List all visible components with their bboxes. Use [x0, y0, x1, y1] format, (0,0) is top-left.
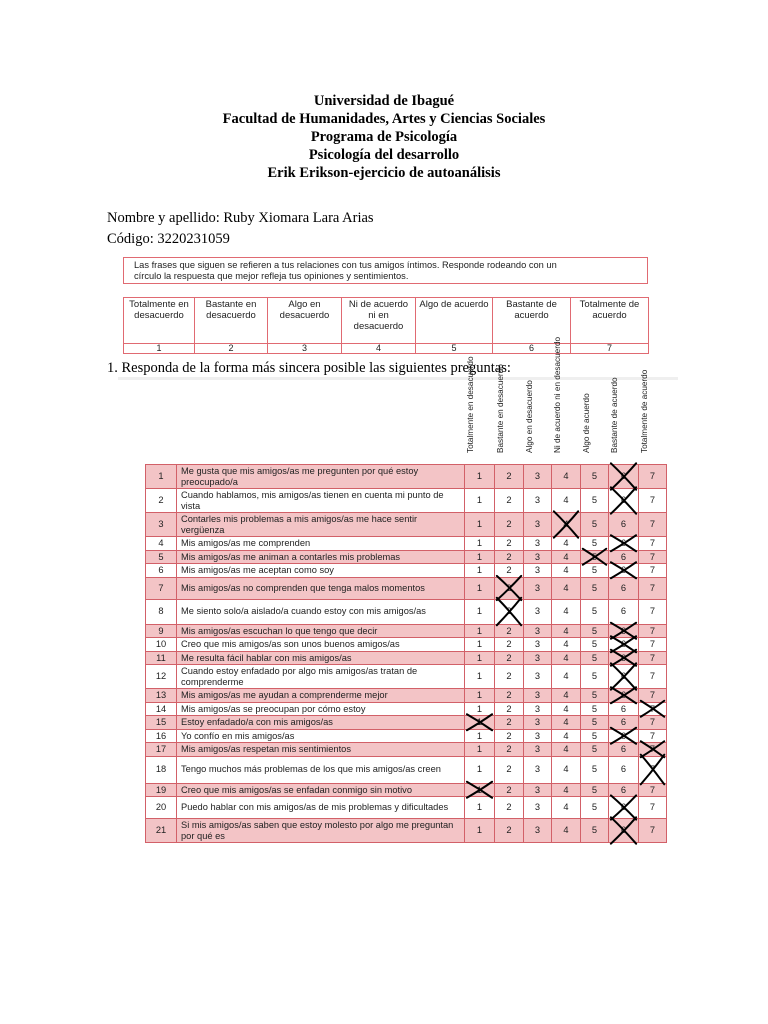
option-4[interactable]: 4 [552, 513, 581, 537]
option-6[interactable]: 6 [609, 651, 639, 665]
option-1[interactable]: 1 [465, 513, 495, 537]
item-number: 11 [146, 651, 177, 665]
scale-label-5: Algo de acuerdo [416, 298, 493, 344]
option-1[interactable]: 1 [465, 489, 495, 513]
option-6[interactable]: 6 [609, 729, 639, 743]
option-6[interactable]: 6 [609, 702, 639, 716]
survey-row [146, 564, 667, 578]
item-number: 14 [146, 702, 177, 716]
option-6[interactable]: 6 [609, 797, 639, 819]
option-7[interactable]: 7 [639, 665, 667, 689]
survey-row [146, 550, 667, 564]
option-6[interactable]: 6 [609, 550, 639, 564]
option-3[interactable]: 3 [524, 665, 552, 689]
option-4[interactable]: 4 [552, 797, 581, 819]
option-2[interactable]: 2 [495, 599, 524, 624]
survey-row [146, 651, 667, 665]
survey-row [146, 819, 667, 843]
option-4[interactable]: 4 [552, 599, 581, 624]
option-2[interactable]: 2 [495, 465, 524, 489]
survey-row [146, 537, 667, 551]
column-header-label: Bastante en desacuerdo [496, 364, 505, 453]
scale-label-2: Bastante en desacuerdo [195, 298, 268, 344]
item-statement: Mis amigos/as me animan a contarles mis problemas [177, 550, 465, 564]
item-statement: Me siento solo/a aislado/a cuando estoy con mis amigos/as [177, 599, 465, 624]
option-5[interactable]: 5 [581, 651, 609, 665]
option-6[interactable]: 6 [609, 624, 639, 638]
option-3[interactable]: 3 [524, 783, 552, 797]
scale-number-3: 3 [268, 344, 342, 354]
option-3[interactable]: 3 [524, 756, 552, 783]
column-header-6 [598, 377, 622, 462]
scale-number-2: 2 [195, 344, 268, 354]
item-number: 5 [146, 550, 177, 564]
scale-number-5: 5 [416, 344, 493, 354]
option-7[interactable]: 7 [639, 513, 667, 537]
instructions-box [123, 257, 648, 284]
option-5[interactable]: 5 [581, 638, 609, 652]
option-7[interactable]: 7 [639, 564, 667, 578]
column-header-4 [541, 336, 565, 462]
option-1[interactable]: 1 [465, 819, 495, 843]
option-1[interactable]: 1 [465, 577, 495, 599]
option-4[interactable]: 4 [552, 819, 581, 843]
option-4[interactable]: 4 [552, 624, 581, 638]
item-statement: Si mis amigos/as saben que estoy molesto por algo me preguntan por qué es [177, 819, 465, 843]
option-2[interactable]: 2 [495, 702, 524, 716]
option-6[interactable]: 6 [609, 819, 639, 843]
item-number: 7 [146, 577, 177, 599]
survey-row [146, 689, 667, 703]
survey-row [146, 743, 667, 757]
option-1[interactable]: 1 [465, 743, 495, 757]
option-3[interactable]: 3 [524, 599, 552, 624]
option-4[interactable]: 4 [552, 783, 581, 797]
option-2[interactable]: 2 [495, 743, 524, 757]
question-prompt: 1. Responda de la forma más sincera posible las siguientes preguntas: [107, 360, 511, 376]
item-number: 18 [146, 756, 177, 783]
option-4[interactable]: 4 [552, 743, 581, 757]
university-name: Universidad de Ibagué [313, 93, 455, 109]
option-2[interactable]: 2 [495, 729, 524, 743]
option-1[interactable]: 1 [465, 716, 495, 730]
program-name: Programa de Psicología [310, 129, 458, 145]
item-statement: Cuando estoy enfadado por algo mis amigos/as tratan de comprenderme [177, 665, 465, 689]
option-3[interactable]: 3 [524, 624, 552, 638]
option-6[interactable]: 6 [609, 716, 639, 730]
option-5[interactable]: 5 [581, 513, 609, 537]
column-header-3 [513, 380, 537, 462]
option-2[interactable]: 2 [495, 756, 524, 783]
item-number: 8 [146, 599, 177, 624]
option-5[interactable]: 5 [581, 756, 609, 783]
option-3[interactable]: 3 [524, 577, 552, 599]
option-4[interactable]: 4 [552, 665, 581, 689]
option-6[interactable]: 6 [609, 689, 639, 703]
scale-number-1: 1 [124, 344, 195, 354]
option-3[interactable]: 3 [524, 489, 552, 513]
option-7[interactable]: 7 [639, 651, 667, 665]
option-1[interactable]: 1 [465, 702, 495, 716]
survey-row [146, 513, 667, 537]
survey-row [146, 716, 667, 730]
option-3[interactable]: 3 [524, 689, 552, 703]
option-4[interactable]: 4 [552, 537, 581, 551]
column-header-5 [570, 393, 594, 462]
scale-label-3: Algo en desacuerdo [268, 298, 342, 344]
option-1[interactable]: 1 [465, 624, 495, 638]
survey-row [146, 756, 667, 783]
survey-row [146, 599, 667, 624]
scale-number-6: 6 [493, 344, 571, 354]
option-5[interactable]: 5 [581, 550, 609, 564]
survey-row [146, 465, 667, 489]
option-6[interactable]: 6 [609, 564, 639, 578]
option-5[interactable]: 5 [581, 729, 609, 743]
item-number: 19 [146, 783, 177, 797]
option-5[interactable]: 5 [581, 577, 609, 599]
option-2[interactable]: 2 [495, 716, 524, 730]
option-3[interactable]: 3 [524, 702, 552, 716]
item-statement: Mis amigos/as respetan mis sentimientos [177, 743, 465, 757]
option-2[interactable]: 2 [495, 689, 524, 703]
option-4[interactable]: 4 [552, 651, 581, 665]
option-1[interactable]: 1 [465, 665, 495, 689]
option-4[interactable]: 4 [552, 577, 581, 599]
option-4[interactable]: 4 [552, 564, 581, 578]
option-5[interactable]: 5 [581, 599, 609, 624]
response-scale-table [123, 297, 649, 354]
option-7[interactable]: 7 [639, 716, 667, 730]
option-7[interactable]: 7 [639, 638, 667, 652]
item-statement: Mis amigos/as escuchan lo que tengo que decir [177, 624, 465, 638]
survey-row [146, 577, 667, 599]
assignment-title: Erik Erikson-ejercicio de autoanálisis [267, 165, 501, 181]
item-number: 6 [146, 564, 177, 578]
option-7[interactable]: 7 [639, 797, 667, 819]
item-number: 12 [146, 665, 177, 689]
option-1[interactable]: 1 [465, 783, 495, 797]
option-4[interactable]: 4 [552, 550, 581, 564]
scale-label-1: Totalmente en desacuerdo [124, 298, 195, 344]
survey-row [146, 638, 667, 652]
column-header-label: Algo de acuerdo [582, 393, 591, 453]
option-6[interactable]: 6 [609, 577, 639, 599]
option-6[interactable]: 6 [609, 743, 639, 757]
survey-row [146, 783, 667, 797]
item-statement: Puedo hablar con mis amigos/as de mis problemas y dificultades [177, 797, 465, 819]
option-1[interactable]: 1 [465, 550, 495, 564]
option-3[interactable]: 3 [524, 638, 552, 652]
column-header-label: Totalmente de acuerdo [640, 369, 649, 453]
option-7[interactable]: 7 [639, 489, 667, 513]
item-statement: Mis amigos/as me aceptan como soy [177, 564, 465, 578]
survey-row [146, 702, 667, 716]
option-7[interactable]: 7 [639, 577, 667, 599]
item-number: 1 [146, 465, 177, 489]
option-4[interactable]: 4 [552, 638, 581, 652]
student-code-line: Código: 3220231059 [107, 231, 230, 247]
option-7[interactable]: 7 [639, 743, 667, 757]
option-6[interactable]: 6 [609, 513, 639, 537]
option-6[interactable]: 6 [609, 638, 639, 652]
option-3[interactable]: 3 [524, 651, 552, 665]
option-2[interactable]: 2 [495, 783, 524, 797]
survey-row [146, 797, 667, 819]
option-7[interactable]: 7 [639, 819, 667, 843]
column-header-2 [484, 364, 508, 462]
item-statement: Mis amigos/as se preocupan por cómo estoy [177, 702, 465, 716]
option-2[interactable]: 2 [495, 537, 524, 551]
option-7[interactable]: 7 [639, 624, 667, 638]
item-statement: Mis amigos/as me ayudan a comprenderme mejor [177, 689, 465, 703]
option-1[interactable]: 1 [465, 729, 495, 743]
option-3[interactable]: 3 [524, 716, 552, 730]
faculty-name: Facultad de Humanidades, Artes y Ciencias Sociales [222, 111, 546, 127]
item-statement: Cuando hablamos, mis amigos/as tienen en cuenta mi punto de vista [177, 489, 465, 513]
option-2[interactable]: 2 [495, 665, 524, 689]
item-statement: Tengo muchos más problemas de los que mis amigos/as creen [177, 756, 465, 783]
item-statement: Creo que mis amigos/as se enfadan conmigo sin motivo [177, 783, 465, 797]
option-1[interactable]: 1 [465, 599, 495, 624]
option-2[interactable]: 2 [495, 797, 524, 819]
option-3[interactable]: 3 [524, 743, 552, 757]
option-7[interactable]: 7 [639, 783, 667, 797]
option-5[interactable]: 5 [581, 465, 609, 489]
item-statement: Yo confío en mis amigos/as [177, 729, 465, 743]
option-5[interactable]: 5 [581, 689, 609, 703]
scale-label-4: Ni de acuerdo ni en desacuerdo [342, 298, 416, 344]
option-6[interactable]: 6 [609, 665, 639, 689]
option-4[interactable]: 4 [552, 729, 581, 743]
page-divider [118, 377, 678, 380]
option-3[interactable]: 3 [524, 465, 552, 489]
item-statement: Creo que mis amigos/as son unos buenos amigos/as [177, 638, 465, 652]
option-6[interactable]: 6 [609, 465, 639, 489]
option-2[interactable]: 2 [495, 550, 524, 564]
course-name: Psicología del desarrollo [308, 147, 460, 163]
survey-table [145, 464, 667, 843]
option-7[interactable]: 7 [639, 689, 667, 703]
option-6[interactable]: 6 [609, 489, 639, 513]
option-3[interactable]: 3 [524, 550, 552, 564]
option-6[interactable]: 6 [609, 756, 639, 783]
item-number: 16 [146, 729, 177, 743]
option-3[interactable]: 3 [524, 729, 552, 743]
option-6[interactable]: 6 [609, 599, 639, 624]
option-2[interactable]: 2 [495, 624, 524, 638]
option-5[interactable]: 5 [581, 489, 609, 513]
item-number: 17 [146, 743, 177, 757]
option-2[interactable]: 2 [495, 651, 524, 665]
option-6[interactable]: 6 [609, 783, 639, 797]
item-statement: Mis amigos/as me comprenden [177, 537, 465, 551]
option-2[interactable]: 2 [495, 577, 524, 599]
option-4[interactable]: 4 [552, 689, 581, 703]
option-1[interactable]: 1 [465, 537, 495, 551]
scale-number-7: 7 [571, 344, 649, 354]
document-header [0, 92, 768, 182]
option-4[interactable]: 4 [552, 756, 581, 783]
option-1[interactable]: 1 [465, 797, 495, 819]
option-2[interactable]: 2 [495, 638, 524, 652]
option-1[interactable]: 1 [465, 564, 495, 578]
option-1[interactable]: 1 [465, 465, 495, 489]
option-2[interactable]: 2 [495, 819, 524, 843]
item-statement: Mis amigos/as no comprenden que tenga malos momentos [177, 577, 465, 599]
column-header-7 [628, 369, 652, 462]
option-3[interactable]: 3 [524, 819, 552, 843]
instructions-line-2: círculo la respuesta que mejor refleja tus opiniones y sentimientos. [134, 271, 409, 281]
option-3[interactable]: 3 [524, 513, 552, 537]
item-number: 15 [146, 716, 177, 730]
item-number: 9 [146, 624, 177, 638]
option-5[interactable]: 5 [581, 797, 609, 819]
option-5[interactable]: 5 [581, 624, 609, 638]
option-7[interactable]: 7 [639, 702, 667, 716]
survey-row [146, 489, 667, 513]
option-7[interactable]: 7 [639, 465, 667, 489]
option-5[interactable]: 5 [581, 564, 609, 578]
option-4[interactable]: 4 [552, 489, 581, 513]
survey-row [146, 624, 667, 638]
option-1[interactable]: 1 [465, 651, 495, 665]
option-1[interactable]: 1 [465, 689, 495, 703]
instructions-line-1: Las frases que siguen se refieren a tus relaciones con tus amigos íntimos. Responde rodeando con un [134, 260, 557, 270]
item-number: 10 [146, 638, 177, 652]
option-5[interactable]: 5 [581, 716, 609, 730]
option-6[interactable]: 6 [609, 537, 639, 551]
option-7[interactable]: 7 [639, 599, 667, 624]
column-header-label: Algo en desacuerdo [525, 380, 534, 453]
column-header-label: Ni de acuerdo ni en desacuerdo [553, 336, 562, 453]
option-2[interactable]: 2 [495, 489, 524, 513]
option-5[interactable]: 5 [581, 665, 609, 689]
scale-label-7: Totalmente de acuerdo [571, 298, 649, 344]
item-statement: Me resulta fácil hablar con mis amigos/as [177, 651, 465, 665]
option-7[interactable]: 7 [639, 756, 667, 783]
survey-row [146, 729, 667, 743]
option-4[interactable]: 4 [552, 465, 581, 489]
option-5[interactable]: 5 [581, 537, 609, 551]
option-1[interactable]: 1 [465, 756, 495, 783]
item-number: 4 [146, 537, 177, 551]
item-statement: Contarles mis problemas a mis amigos/as me hace sentir vergüenza [177, 513, 465, 537]
student-name-line: Nombre y apellido: Ruby Xiomara Lara Arias [107, 210, 374, 226]
item-number: 20 [146, 797, 177, 819]
item-statement: Me gusta que mis amigos/as me pregunten por qué estoy preocupado/a [177, 465, 465, 489]
option-7[interactable]: 7 [639, 537, 667, 551]
option-1[interactable]: 1 [465, 638, 495, 652]
option-3[interactable]: 3 [524, 537, 552, 551]
option-7[interactable]: 7 [639, 729, 667, 743]
survey-row [146, 665, 667, 689]
option-2[interactable]: 2 [495, 513, 524, 537]
option-5[interactable]: 5 [581, 743, 609, 757]
item-number: 21 [146, 819, 177, 843]
option-5[interactable]: 5 [581, 783, 609, 797]
option-4[interactable]: 4 [552, 702, 581, 716]
option-3[interactable]: 3 [524, 797, 552, 819]
option-3[interactable]: 3 [524, 564, 552, 578]
item-number: 13 [146, 689, 177, 703]
option-5[interactable]: 5 [581, 702, 609, 716]
item-number: 3 [146, 513, 177, 537]
option-7[interactable]: 7 [639, 550, 667, 564]
column-header-label: Totalmente en desacuerdo [466, 356, 475, 453]
item-number: 2 [146, 489, 177, 513]
option-2[interactable]: 2 [495, 564, 524, 578]
column-header-1 [454, 356, 478, 462]
column-header-label: Bastante de acuerdo [610, 377, 619, 453]
option-5[interactable]: 5 [581, 819, 609, 843]
option-4[interactable]: 4 [552, 716, 581, 730]
item-statement: Estoy enfadado/a con mis amigos/as [177, 716, 465, 730]
scale-number-4: 4 [342, 344, 416, 354]
scale-label-6: Bastante de acuerdo [493, 298, 571, 344]
